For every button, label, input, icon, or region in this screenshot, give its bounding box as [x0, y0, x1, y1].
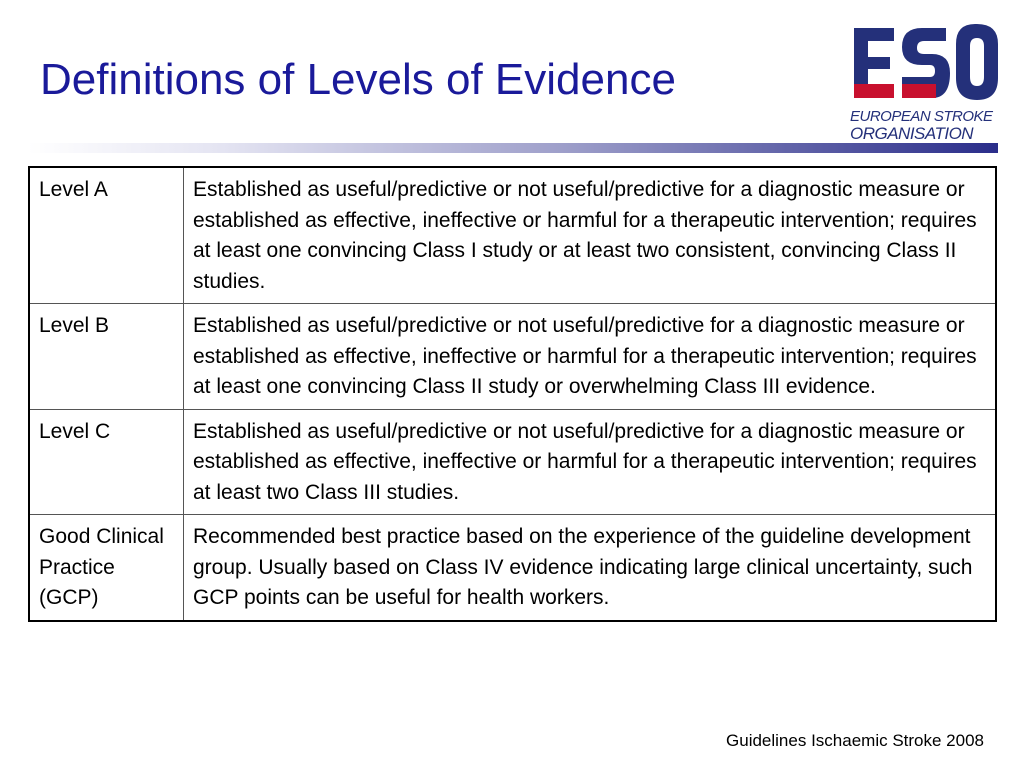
logo-text-line1: EUROPEAN STROKE	[850, 108, 993, 125]
table-row-gcp	[29, 515, 996, 621]
footer-note: Guidelines Ischaemic Stroke 2008	[726, 731, 984, 750]
definition-cell: Established as useful/predictive or not useful/predictive for a diagnostic measure or established as effective, ineffective or harmful for a therapeutic intervention; requires at least one convincing Class II study or overwhelming Class III evidence.	[184, 304, 997, 410]
eso-logo	[846, 20, 1006, 148]
logo-text-line2: ORGANISATION	[850, 124, 974, 143]
level-cell: Level A	[29, 167, 184, 304]
table-row-level-b	[29, 304, 996, 410]
eso-letters-icon	[846, 20, 1006, 108]
table-row-level-c	[29, 409, 996, 515]
level-cell: Level B	[29, 304, 184, 410]
page-title: Definitions of Levels of Evidence	[40, 55, 676, 104]
title-divider	[28, 143, 998, 153]
evidence-levels-table	[28, 166, 997, 622]
definition-cell: Recommended best practice based on the experience of the guideline development group. Usually based on Class IV evidence indicating large clinical uncertainty, such GCP points can be useful for health workers.	[184, 515, 997, 621]
level-cell: Level C	[29, 409, 184, 515]
level-cell: Good Clinical Practice (GCP)	[29, 515, 184, 621]
definition-cell: Established as useful/predictive or not useful/predictive for a diagnostic measure or established as effective, ineffective or harmful for a therapeutic intervention; requires at least two Class III studies.	[184, 409, 997, 515]
definition-cell: Established as useful/predictive or not useful/predictive for a diagnostic measure or established as effective, ineffective or harmful for a therapeutic intervention; requires at least one convincing Class I study or at least two consistent, convincing Class II studies.	[184, 167, 997, 304]
table-row-level-a	[29, 167, 996, 304]
